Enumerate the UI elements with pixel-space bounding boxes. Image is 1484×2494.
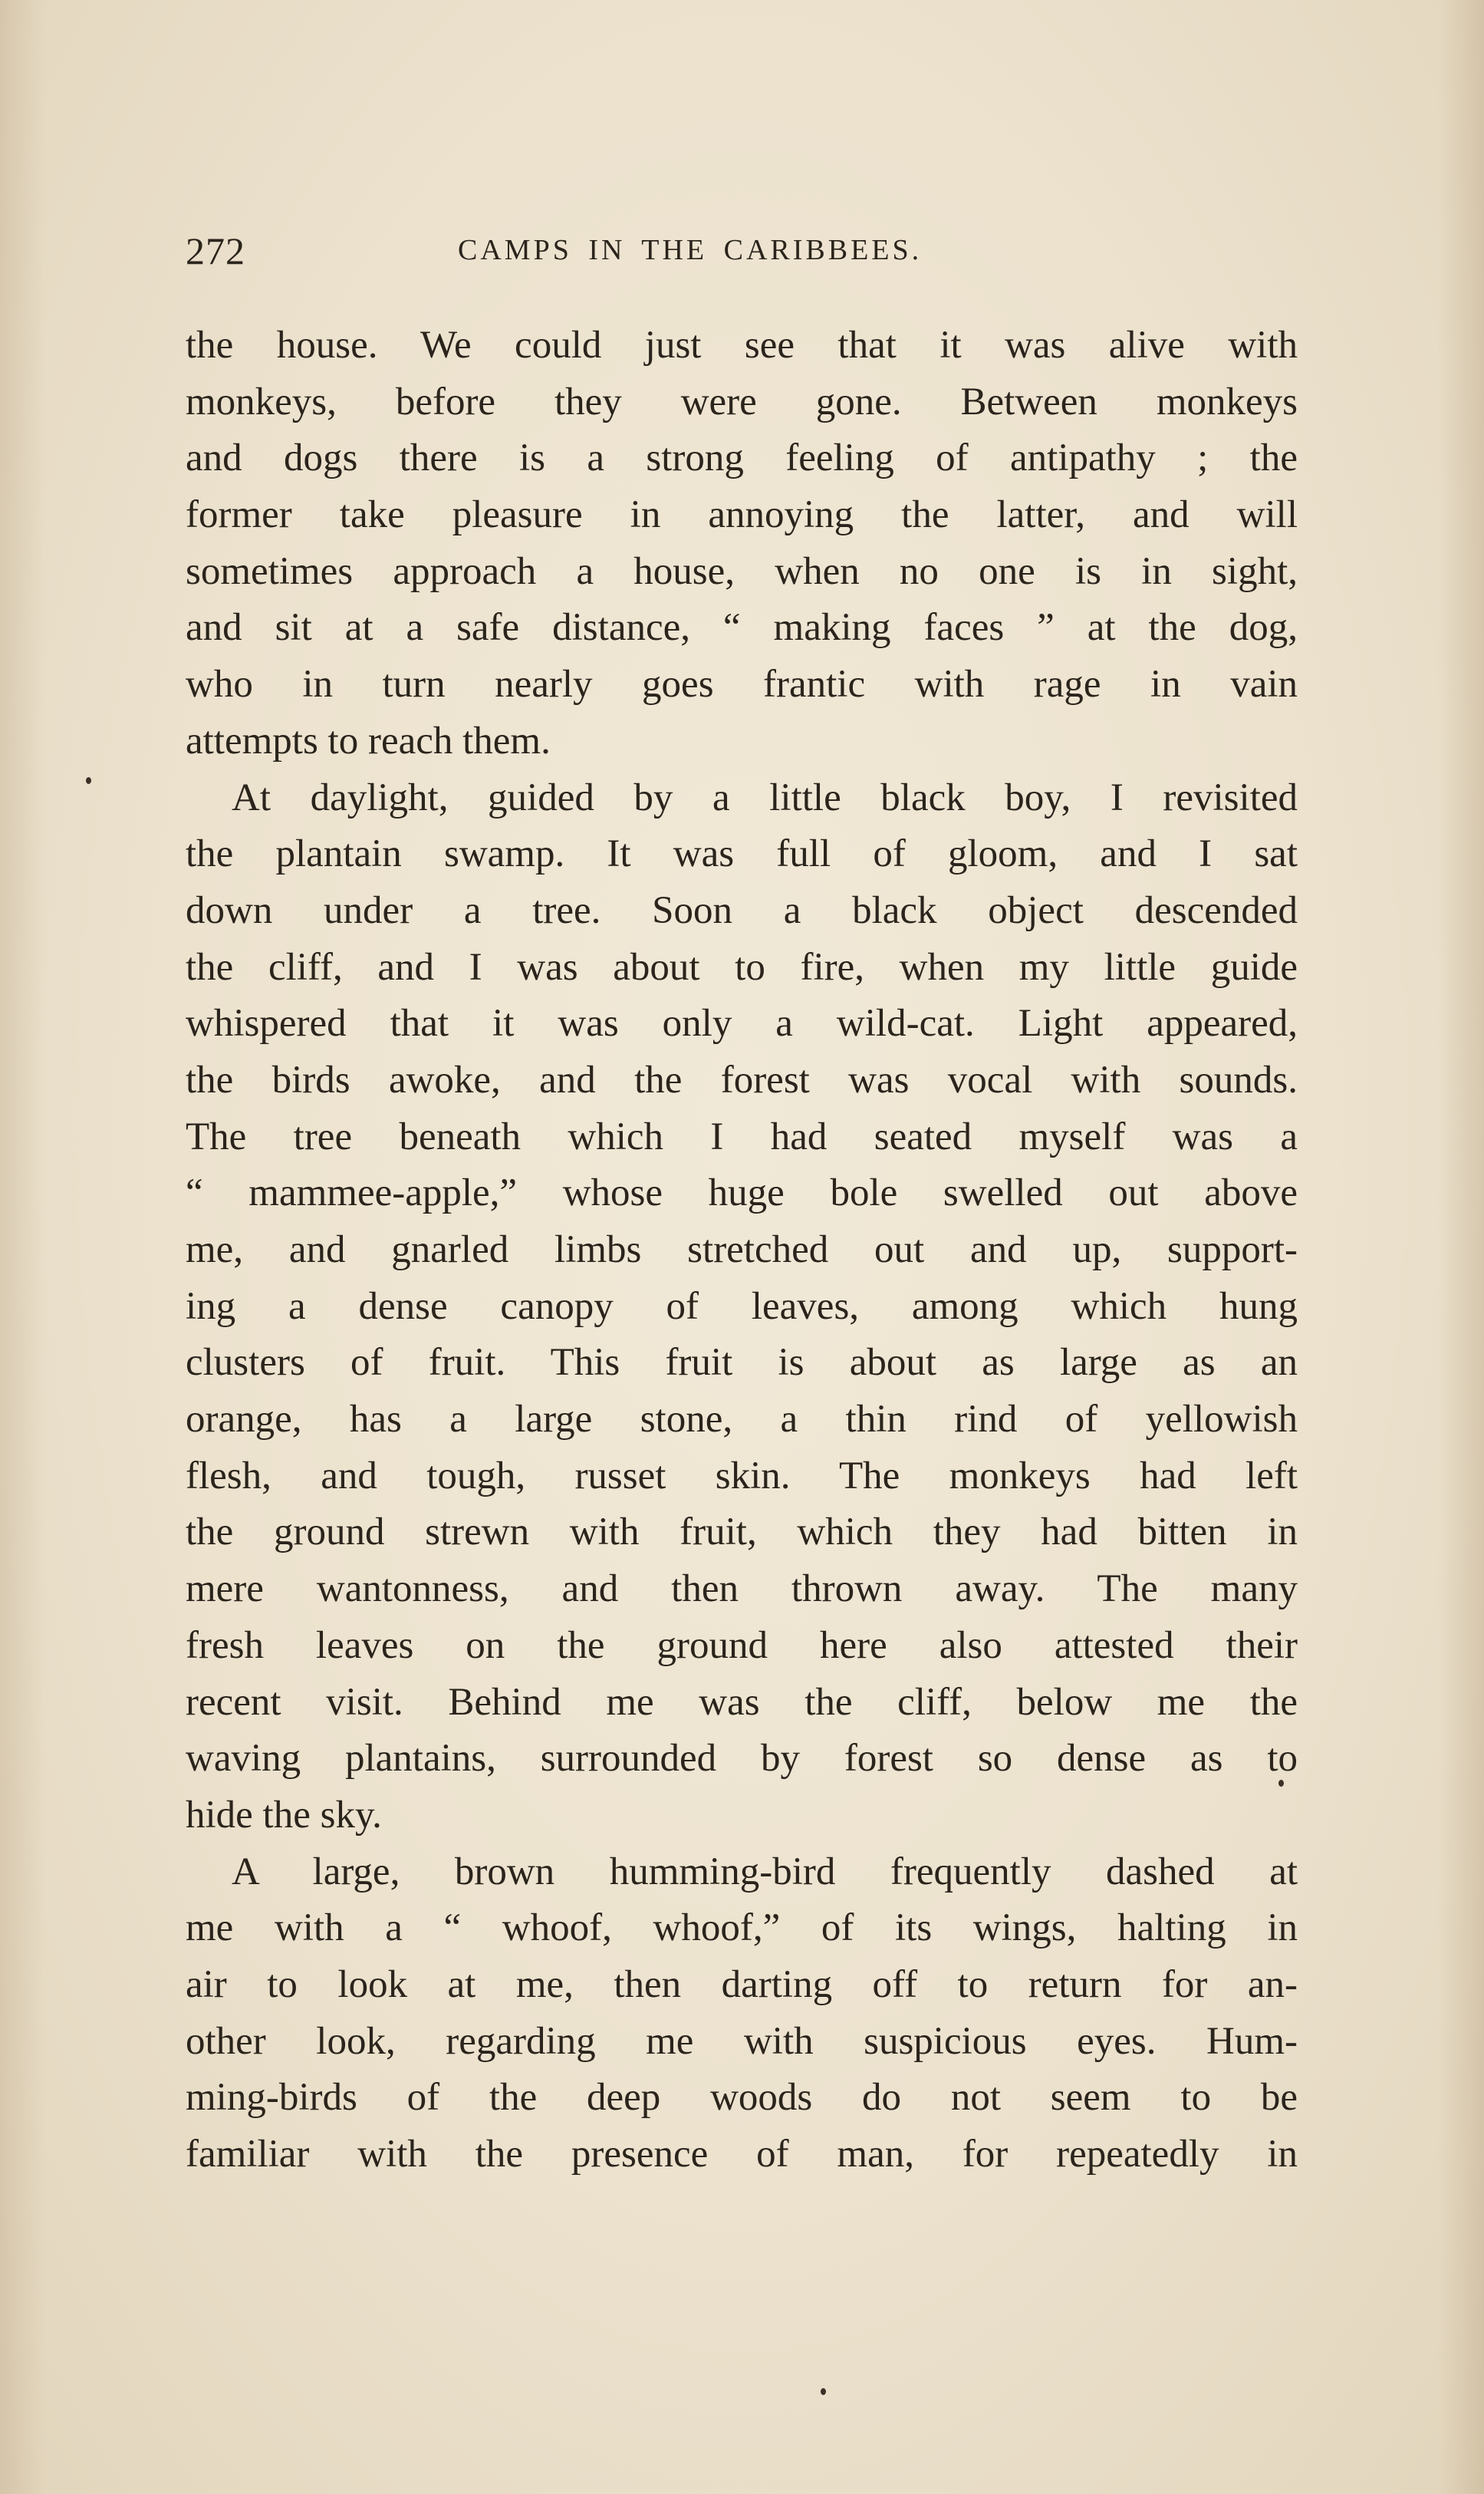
page-header <box>186 229 1298 282</box>
text-line: “ mammee-apple,” whose huge bole swelled out above <box>186 1171 1298 1215</box>
text-line: familiar with the presence of man, for repeatedly in <box>186 2133 1298 2176</box>
body-text <box>186 318 1298 2183</box>
text-line: waving plantains, surrounded by forest so dense as to <box>186 1737 1298 1781</box>
text-line: me with a “ whoof, whoof,” of its wings, halting in <box>186 1906 1298 1950</box>
text-line: and dogs there is a strong feeling of antipathy ; the <box>186 437 1298 480</box>
text-line: hide the sky. <box>186 1793 382 1837</box>
text-line: other look, regarding me with suspicious eyes. Hum- <box>186 2019 1298 2063</box>
text-line: recent visit. Behind me was the cliff, below me the <box>186 1680 1298 1724</box>
text-line: down under a tree. Soon a black object descended <box>186 888 1298 932</box>
text-line: mere wantonness, and then thrown away. The many <box>186 1567 1298 1611</box>
text-line: flesh, and tough, russet skin. The monkeys had left <box>186 1454 1298 1497</box>
text-line: the cliff, and I was about to fire, when my little guide <box>186 945 1298 989</box>
text-line: The tree beneath which I had seated myself was a <box>186 1115 1298 1158</box>
running-title: CAMPS IN THE CARIBBEES. <box>458 234 923 266</box>
text-line: A large, brown humming-bird frequently dashed at <box>232 1850 1298 1893</box>
text-line: At daylight, guided by a little black boy, I revisited <box>232 776 1298 819</box>
text-line: and sit at a safe distance, “ making faces ” at the dog, <box>186 606 1298 650</box>
text-line: fresh leaves on the ground here also attested their <box>186 1623 1298 1667</box>
page-number: 272 <box>186 229 245 272</box>
text-line: the house. We could just see that it was alive with <box>186 324 1298 367</box>
text-line: air to look at me, then darting off to return for an- <box>186 1962 1298 2006</box>
page-edge-shadow-left <box>0 0 46 2494</box>
page-edge-shadow-right <box>1438 0 1484 2494</box>
text-line: former take pleasure in annoying the latter, and will <box>186 493 1298 537</box>
text-line: attempts to reach them. <box>186 719 551 763</box>
ink-speck <box>86 777 91 784</box>
text-line: whispered that it was only a wild-cat. Light appeared, <box>186 1002 1298 1046</box>
ink-speck <box>821 2388 826 2395</box>
text-line: the ground strewn with fruit, which they had bitten in <box>186 1511 1298 1554</box>
ink-speck <box>1278 1780 1284 1787</box>
text-line: orange, has a large stone, a thin rind of yellowish <box>186 1398 1298 1441</box>
text-line: clusters of fruit. This fruit is about as large as an <box>186 1341 1298 1385</box>
text-line: ming-birds of the deep woods do not seem to be <box>186 2076 1298 2120</box>
text-line: the plantain swamp. It was full of gloom, and I sat <box>186 832 1298 876</box>
text-line: ing a dense canopy of leaves, among which hung <box>186 1284 1298 1328</box>
text-line: monkeys, before they were gone. Between monkeys <box>186 380 1298 423</box>
text-line: sometimes approach a house, when no one is in sight, <box>186 549 1298 593</box>
text-line: me, and gnarled limbs stretched out and up, support- <box>186 1228 1298 1271</box>
text-line: the birds awoke, and the forest was vocal with sounds. <box>186 1058 1298 1102</box>
text-line: who in turn nearly goes frantic with rage in vain <box>186 663 1298 707</box>
